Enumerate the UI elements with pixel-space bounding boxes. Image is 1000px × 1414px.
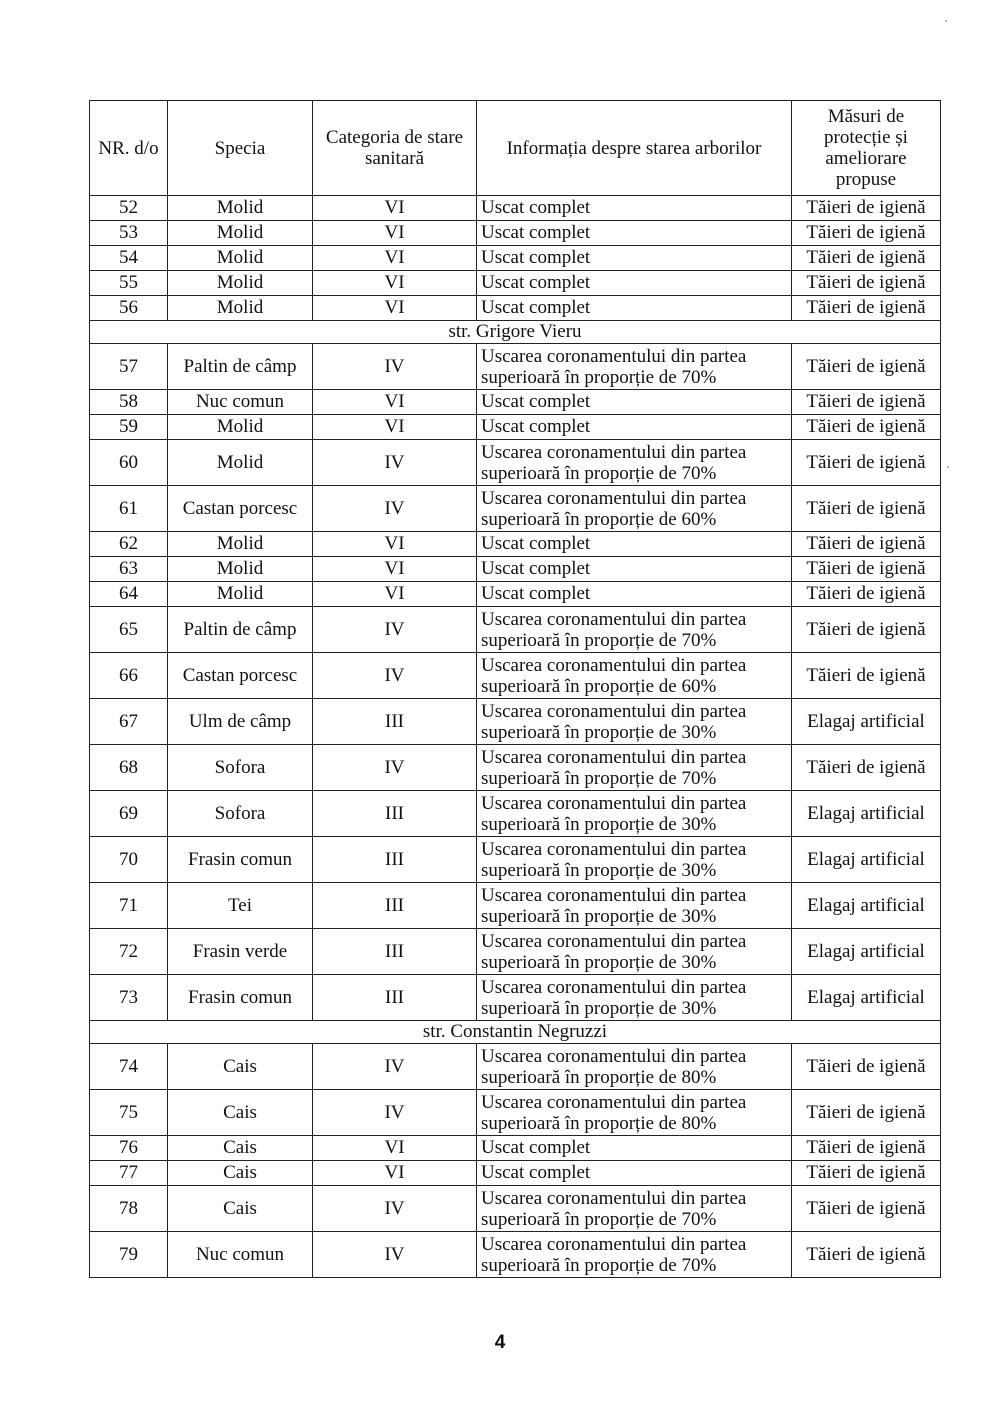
table-row xyxy=(90,532,941,557)
cell-informatia: Uscat complet xyxy=(477,415,792,440)
cell-categoria: VI xyxy=(313,196,477,221)
cell-informatia: Uscat complet xyxy=(477,390,792,415)
table-row xyxy=(90,271,941,296)
cell-specia: Molid xyxy=(168,582,313,607)
cell-informatia: Uscarea coronamentului din partea superioară în proporție de 70% xyxy=(477,745,792,791)
cell-masuri: Tăieri de igienă xyxy=(792,557,941,582)
cell-specia: Cais xyxy=(168,1044,313,1090)
table-row xyxy=(90,582,941,607)
cell-nr: 71 xyxy=(90,883,168,929)
cell-nr: 52 xyxy=(90,196,168,221)
table-row xyxy=(90,486,941,532)
cell-specia: Cais xyxy=(168,1136,313,1161)
cell-categoria: IV xyxy=(313,1186,477,1232)
cell-specia: Castan porcesc xyxy=(168,653,313,699)
table-row xyxy=(90,415,941,440)
table-row xyxy=(90,791,941,837)
cell-specia: Molid xyxy=(168,296,313,321)
cell-categoria: VI xyxy=(313,246,477,271)
cell-informatia: Uscarea coronamentului din partea superioară în proporție de 70% xyxy=(477,607,792,653)
table-row xyxy=(90,653,941,699)
cell-categoria: VI xyxy=(313,582,477,607)
cell-masuri: Tăieri de igienă xyxy=(792,344,941,390)
table-row xyxy=(90,1161,941,1186)
table-row xyxy=(90,344,941,390)
cell-nr: 79 xyxy=(90,1232,168,1278)
cell-masuri: Tăieri de igienă xyxy=(792,1161,941,1186)
cell-informatia: Uscarea coronamentului din partea superioară în proporție de 70% xyxy=(477,1186,792,1232)
scan-speck xyxy=(945,20,947,22)
cell-specia: Ulm de câmp xyxy=(168,699,313,745)
cell-specia: Cais xyxy=(168,1186,313,1232)
cell-informatia: Uscarea coronamentului din partea superioară în proporție de 80% xyxy=(477,1090,792,1136)
cell-masuri: Tăieri de igienă xyxy=(792,582,941,607)
cell-nr: 63 xyxy=(90,557,168,582)
header-masuri: Măsuri de protecție și ameliorare propuse xyxy=(792,101,941,196)
cell-informatia: Uscat complet xyxy=(477,296,792,321)
cell-specia: Paltin de câmp xyxy=(168,344,313,390)
cell-categoria: III xyxy=(313,929,477,975)
cell-nr: 72 xyxy=(90,929,168,975)
table-row xyxy=(90,1044,941,1090)
cell-masuri: Tăieri de igienă xyxy=(792,1044,941,1090)
table-row xyxy=(90,296,941,321)
cell-masuri: Tăieri de igienă xyxy=(792,221,941,246)
cell-nr: 62 xyxy=(90,532,168,557)
cell-categoria: IV xyxy=(313,1044,477,1090)
cell-masuri: Tăieri de igienă xyxy=(792,440,941,486)
cell-nr: 61 xyxy=(90,486,168,532)
header-nr: NR. d/o xyxy=(90,101,168,196)
street-name: str. Grigore Vieru xyxy=(90,321,941,344)
cell-nr: 67 xyxy=(90,699,168,745)
cell-masuri: Tăieri de igienă xyxy=(792,653,941,699)
table-row xyxy=(90,1090,941,1136)
cell-categoria: VI xyxy=(313,221,477,246)
table-row xyxy=(90,837,941,883)
cell-informatia: Uscarea coronamentului din partea superioară în proporție de 80% xyxy=(477,1044,792,1090)
cell-nr: 56 xyxy=(90,296,168,321)
cell-nr: 68 xyxy=(90,745,168,791)
cell-informatia: Uscarea coronamentului din partea superioară în proporție de 30% xyxy=(477,975,792,1021)
header-categoria: Categoria de stare sanitară xyxy=(313,101,477,196)
cell-nr: 74 xyxy=(90,1044,168,1090)
table-row xyxy=(90,221,941,246)
header-specia: Specia xyxy=(168,101,313,196)
cell-masuri: Elagaj artificial xyxy=(792,883,941,929)
cell-informatia: Uscat complet xyxy=(477,1161,792,1186)
cell-informatia: Uscat complet xyxy=(477,196,792,221)
cell-informatia: Uscarea coronamentului din partea superioară în proporție de 30% xyxy=(477,837,792,883)
table-row xyxy=(90,699,941,745)
cell-nr: 54 xyxy=(90,246,168,271)
cell-masuri: Tăieri de igienă xyxy=(792,415,941,440)
cell-categoria: IV xyxy=(313,607,477,653)
table-row xyxy=(90,246,941,271)
street-section-header xyxy=(90,1021,941,1044)
cell-masuri: Tăieri de igienă xyxy=(792,486,941,532)
cell-specia: Sofora xyxy=(168,791,313,837)
cell-informatia: Uscarea coronamentului din partea superioară în proporție de 30% xyxy=(477,883,792,929)
scan-speck xyxy=(947,466,949,468)
street-name: str. Constantin Negruzzi xyxy=(90,1021,941,1044)
cell-nr: 57 xyxy=(90,344,168,390)
table-row xyxy=(90,929,941,975)
cell-specia: Frasin verde xyxy=(168,929,313,975)
cell-nr: 70 xyxy=(90,837,168,883)
cell-categoria: VI xyxy=(313,296,477,321)
cell-informatia: Uscarea coronamentului din partea superioară în proporție de 60% xyxy=(477,486,792,532)
cell-nr: 69 xyxy=(90,791,168,837)
cell-informatia: Uscat complet xyxy=(477,271,792,296)
cell-specia: Molid xyxy=(168,557,313,582)
cell-nr: 78 xyxy=(90,1186,168,1232)
cell-masuri: Tăieri de igienă xyxy=(792,745,941,791)
cell-specia: Molid xyxy=(168,246,313,271)
cell-masuri: Tăieri de igienă xyxy=(792,296,941,321)
cell-categoria: VI xyxy=(313,1136,477,1161)
cell-masuri: Tăieri de igienă xyxy=(792,1186,941,1232)
cell-masuri: Elagaj artificial xyxy=(792,699,941,745)
cell-masuri: Tăieri de igienă xyxy=(792,196,941,221)
cell-nr: 60 xyxy=(90,440,168,486)
cell-masuri: Elagaj artificial xyxy=(792,929,941,975)
cell-categoria: IV xyxy=(313,1232,477,1278)
cell-categoria: VI xyxy=(313,557,477,582)
cell-nr: 59 xyxy=(90,415,168,440)
table-row xyxy=(90,975,941,1021)
cell-informatia: Uscat complet xyxy=(477,1136,792,1161)
cell-informatia: Uscarea coronamentului din partea superioară în proporție de 60% xyxy=(477,653,792,699)
cell-categoria: IV xyxy=(313,745,477,791)
cell-masuri: Tăieri de igienă xyxy=(792,607,941,653)
cell-nr: 77 xyxy=(90,1161,168,1186)
table-row xyxy=(90,745,941,791)
cell-nr: 55 xyxy=(90,271,168,296)
table-row xyxy=(90,196,941,221)
cell-nr: 75 xyxy=(90,1090,168,1136)
cell-masuri: Tăieri de igienă xyxy=(792,532,941,557)
cell-masuri: Tăieri de igienă xyxy=(792,1136,941,1161)
cell-nr: 73 xyxy=(90,975,168,1021)
cell-categoria: III xyxy=(313,791,477,837)
header-informatia: Informația despre starea arborilor xyxy=(477,101,792,196)
cell-specia: Molid xyxy=(168,415,313,440)
cell-specia: Cais xyxy=(168,1090,313,1136)
cell-informatia: Uscarea coronamentului din partea superioară în proporție de 30% xyxy=(477,929,792,975)
cell-specia: Molid xyxy=(168,271,313,296)
cell-specia: Paltin de câmp xyxy=(168,607,313,653)
cell-informatia: Uscarea coronamentului din partea superioară în proporție de 30% xyxy=(477,699,792,745)
cell-specia: Nuc comun xyxy=(168,390,313,415)
cell-specia: Molid xyxy=(168,440,313,486)
table-row xyxy=(90,390,941,415)
street-section-header xyxy=(90,321,941,344)
cell-informatia: Uscat complet xyxy=(477,557,792,582)
table-row xyxy=(90,1232,941,1278)
cell-informatia: Uscat complet xyxy=(477,221,792,246)
cell-nr: 64 xyxy=(90,582,168,607)
cell-informatia: Uscat complet xyxy=(477,532,792,557)
cell-masuri: Elagaj artificial xyxy=(792,837,941,883)
cell-categoria: VI xyxy=(313,390,477,415)
table-row xyxy=(90,1136,941,1161)
cell-masuri: Tăieri de igienă xyxy=(792,271,941,296)
cell-informatia: Uscat complet xyxy=(477,246,792,271)
cell-specia: Frasin comun xyxy=(168,975,313,1021)
cell-informatia: Uscat complet xyxy=(477,582,792,607)
cell-masuri: Tăieri de igienă xyxy=(792,1232,941,1278)
table-row xyxy=(90,440,941,486)
cell-categoria: III xyxy=(313,837,477,883)
cell-nr: 65 xyxy=(90,607,168,653)
cell-masuri: Elagaj artificial xyxy=(792,975,941,1021)
cell-categoria: III xyxy=(313,883,477,929)
table-body xyxy=(90,196,941,1278)
tree-inventory-table xyxy=(89,100,941,1278)
cell-informatia: Uscarea coronamentului din partea superioară în proporție de 30% xyxy=(477,791,792,837)
cell-specia: Molid xyxy=(168,221,313,246)
cell-specia: Castan porcesc xyxy=(168,486,313,532)
cell-nr: 53 xyxy=(90,221,168,246)
cell-informatia: Uscarea coronamentului din partea superioară în proporție de 70% xyxy=(477,440,792,486)
cell-masuri: Tăieri de igienă xyxy=(792,1090,941,1136)
cell-categoria: IV xyxy=(313,344,477,390)
cell-categoria: VI xyxy=(313,532,477,557)
cell-nr: 58 xyxy=(90,390,168,415)
cell-categoria: VI xyxy=(313,415,477,440)
cell-specia: Tei xyxy=(168,883,313,929)
cell-masuri: Tăieri de igienă xyxy=(792,246,941,271)
cell-categoria: VI xyxy=(313,271,477,296)
cell-categoria: III xyxy=(313,975,477,1021)
table-row xyxy=(90,883,941,929)
cell-categoria: IV xyxy=(313,1090,477,1136)
cell-masuri: Tăieri de igienă xyxy=(792,390,941,415)
cell-specia: Sofora xyxy=(168,745,313,791)
table-row xyxy=(90,557,941,582)
cell-specia: Cais xyxy=(168,1161,313,1186)
page-number: 4 xyxy=(494,1332,506,1353)
cell-informatia: Uscarea coronamentului din partea superioară în proporție de 70% xyxy=(477,1232,792,1278)
cell-specia: Nuc comun xyxy=(168,1232,313,1278)
table-row xyxy=(90,1186,941,1232)
cell-categoria: IV xyxy=(313,486,477,532)
cell-categoria: IV xyxy=(313,440,477,486)
cell-categoria: IV xyxy=(313,653,477,699)
cell-specia: Molid xyxy=(168,196,313,221)
table-header-row xyxy=(90,101,941,196)
cell-categoria: VI xyxy=(313,1161,477,1186)
cell-specia: Frasin comun xyxy=(168,837,313,883)
cell-specia: Molid xyxy=(168,532,313,557)
cell-categoria: III xyxy=(313,699,477,745)
cell-nr: 76 xyxy=(90,1136,168,1161)
cell-masuri: Elagaj artificial xyxy=(792,791,941,837)
cell-informatia: Uscarea coronamentului din partea superioară în proporție de 70% xyxy=(477,344,792,390)
cell-nr: 66 xyxy=(90,653,168,699)
table-row xyxy=(90,607,941,653)
